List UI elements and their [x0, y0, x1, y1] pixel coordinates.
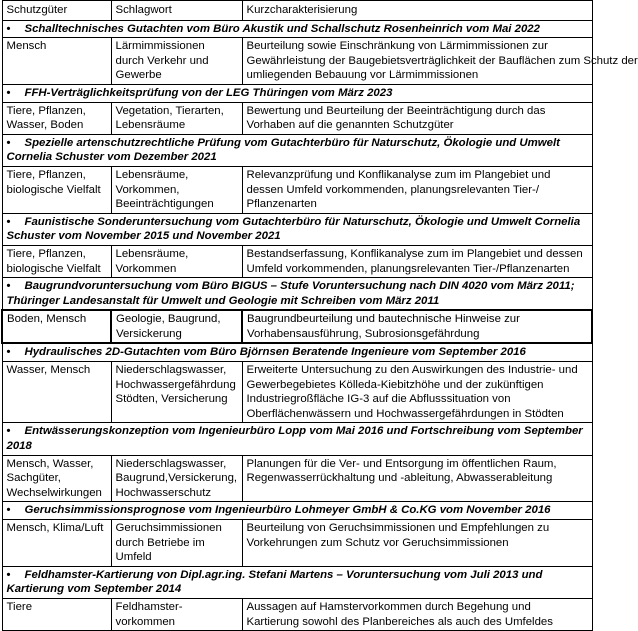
- cell-text-line: Beurteilung sowie Einschränkung von Lärmimmissionen zur: [246, 40, 548, 53]
- section-title: FFH-Verträglichkeitsprüfung von der LEG Thüringen vom März 2023: [24, 86, 393, 99]
- cell-text-line: Industriegroßfläche IG-3 auf die Abflusssituation von: [246, 393, 511, 406]
- schlagwort-cell: [111, 455, 242, 502]
- cell-text-line: Aussagen auf Hamstervorkommen durch Begehung und: [246, 600, 531, 613]
- cell-text-line: Geologie, Baugrund,: [116, 313, 221, 326]
- schlagwort-cell: [111, 362, 242, 423]
- cell-text-line: Tiere, Pflanzen,: [6, 168, 86, 181]
- section-title-cell: [2, 20, 592, 38]
- section-title-cell: [2, 134, 592, 166]
- schlagwort-cell: [111, 102, 242, 134]
- cell-text-line: Oberflächenwässern und Hochwassergefährdungen in Stödten: [246, 407, 564, 420]
- bullet-icon: •: [6, 568, 11, 581]
- cell-text-line: Umfeld vorkommenden, planungsrelevanten Tier-/Pflanzenarten: [246, 262, 570, 275]
- schutzgueter-cell: [2, 455, 111, 502]
- schlagwort-cell: [111, 598, 242, 630]
- cell-text-line: Baugrundbeurteilung und bautechnische Hinweise zur: [247, 313, 520, 326]
- table-body: [2, 20, 638, 631]
- section-title-cell: [2, 566, 592, 598]
- cell-text-line: Hochwassergefährdung: [115, 378, 236, 391]
- section-row: [2, 502, 592, 520]
- section-title: Geruchsimmissionsprognose vom Ingenieurbüro Lohmeyer GmbH & Co.KG vom November 2016: [24, 504, 551, 517]
- cell-text-line: Umfeld: [115, 551, 152, 564]
- kurzcharakterisierung-cell: [242, 455, 592, 502]
- cell-text-line: Boden, Mensch: [7, 313, 87, 326]
- kurzcharakterisierung-cell: [242, 245, 592, 277]
- table-row: [2, 455, 592, 502]
- kurzcharakterisierung-cell: [242, 310, 592, 343]
- cell-text-line: Feldhamster-: [115, 600, 183, 613]
- cell-text-line: Mensch: [6, 40, 47, 53]
- kurzcharakterisierung-cell: [242, 102, 592, 134]
- kurzcharakterisierung-cell: [242, 520, 592, 567]
- cell-text-line: Niederschlagswasser,: [115, 457, 227, 470]
- section-row: [2, 278, 592, 311]
- cell-text-line: Bewertung und Beurteilung der Beeinträchtigung durch das: [246, 104, 546, 117]
- cell-text-line: Lebensräume,: [115, 247, 189, 260]
- cell-text-line: Relevanzprüfung und Konflikanalyse zum im Plangebiet und: [246, 168, 551, 181]
- cell-text-line: Vorkehrungen zum Schutz vor Geruchsimmissionen: [246, 536, 509, 549]
- cell-text-line: Baugrund,Versickerung,: [115, 472, 238, 485]
- schlagwort-cell: [111, 520, 242, 567]
- cell-text-line: Lebensräume,: [115, 168, 189, 181]
- schutzgueter-cell: [2, 38, 111, 85]
- cell-text-line: Niederschlagswasser,: [115, 364, 227, 377]
- cell-text-line: Vorkommen,: [115, 183, 180, 196]
- cell-text-line: Gewerbegebietes Kölleda-Kiebitzhöhe und der zukünftigen: [246, 378, 544, 391]
- cell-text-line: durch Betriebe im: [115, 536, 205, 549]
- cell-text-line: Beurteilung von Geruchsimmissionen und Empfehlungen zu: [246, 522, 550, 534]
- bullet-icon: •: [6, 86, 11, 99]
- cell-text-line: Stödten, Versicherung: [115, 393, 228, 406]
- cell-text-line: Gewährleistung der Baugebietsverträglichkeit der Bauflächen zum Schutz der: [246, 54, 638, 67]
- kurzcharakterisierung-cell: [242, 362, 592, 423]
- cell-text-line: Pflanzenarten: [246, 198, 317, 211]
- schlagwort-cell: [111, 166, 242, 213]
- cell-text-line: Vegetation, Tierarten,: [115, 104, 224, 117]
- bullet-icon: •: [6, 504, 11, 517]
- cell-text-line: Hochwasserschutz: [115, 486, 212, 499]
- table-row: [2, 598, 592, 630]
- cell-text-line: biologische Vielfalt: [6, 262, 101, 275]
- schutzgueter-cell: [2, 598, 111, 630]
- section-title-cell: [2, 343, 592, 361]
- schlagwort-cell: [111, 38, 242, 85]
- cell-text-line: Wechselwirkungen: [6, 486, 102, 499]
- bullet-icon: •: [6, 22, 11, 35]
- cell-text-line: Vorkommen: [115, 262, 177, 275]
- cell-text-line: Lärmimmissionen: [115, 40, 205, 53]
- kurzcharakterisierung-cell: [242, 598, 592, 630]
- kurzcharakterisierung-cell: [242, 166, 592, 213]
- section-title: Feldhamster-Kartierung von Dipl.agr.ing. Stefani Martens – Voruntersuchung vom Juli 2013 und Kartierung vom September 2014: [6, 568, 543, 596]
- cell-text-line: Vorhaben auf die genannten Schutzgüter: [246, 119, 454, 132]
- section-title-cell: [2, 423, 592, 455]
- section-title: Hydraulisches 2D-Gutachten vom Büro Björnsen Beratende Ingenieure vom September 2016: [24, 346, 526, 359]
- table-row: [2, 520, 592, 567]
- schutzgueter-cell: [2, 310, 111, 343]
- cell-text-line: Lebensräume: [115, 119, 186, 132]
- table-header-row: [2, 1, 592, 21]
- section-row: [2, 84, 592, 102]
- section-row: [2, 566, 592, 598]
- section-title-cell: [2, 502, 592, 520]
- cell-text-line: Beeinträchtigungen: [115, 198, 214, 211]
- table-row: [2, 38, 592, 85]
- cell-text-line: Wasser, Boden: [6, 119, 84, 132]
- cell-text-line: Regenwasserrückhaltung und -ableitung, Abwasserableitung: [246, 472, 553, 485]
- cell-text-line: vorkommen: [115, 615, 176, 628]
- cell-text-line: Versickerung: [116, 327, 182, 340]
- cell-text-line: Gewerbe: [115, 69, 162, 82]
- section-title: Spezielle artenschutzrechtliche Prüfung vom Gutachterbüro für Naturschutz, Ökologie und Umwelt Cornelia Schuster vom Dezember 2021: [6, 136, 560, 164]
- bullet-icon: •: [6, 136, 11, 149]
- section-title: Schalltechnisches Gutachten vom Büro Akustik und Schallschutz Rosenheinrich vom Mai 2022: [24, 22, 540, 35]
- section-row: [2, 213, 592, 245]
- cell-text-line: dessen Umfeld vorkommenden, planungsrelevanten Tier-/: [246, 183, 540, 196]
- section-row: [2, 20, 592, 38]
- schutzgueter-cell: [2, 102, 111, 134]
- schutzgueter-cell: [2, 362, 111, 423]
- table-row: [2, 362, 592, 423]
- cell-text-line: Tiere: [6, 600, 33, 613]
- cell-text-line: Wasser, Mensch: [6, 364, 91, 377]
- section-title: Faunistische Sonderuntersuchung vom Gutachterbüro für Naturschutz, Ökologie und Umwelt Cornelia Schuster vom November 2015 und November 2021: [6, 215, 581, 243]
- section-row: [2, 423, 592, 455]
- cell-text-line: umliegenden Bebauung vor Lärmimmissionen: [246, 69, 479, 82]
- schutzgueter-cell: [2, 166, 111, 213]
- header-kurzcharakterisierung: Kurzcharakterisierung: [242, 1, 592, 21]
- table-row: [2, 245, 592, 277]
- cell-text-line: Sachgüter,: [6, 472, 61, 485]
- section-row: [2, 343, 592, 361]
- schutzgueter-cell: [2, 245, 111, 277]
- table-row: [2, 102, 592, 134]
- cell-text-line: Bestandserfassung, Konflikanalyse zum im Plangebiet und dessen: [246, 247, 583, 260]
- cell-text-line: Mensch, Klima/Luft: [6, 522, 104, 534]
- section-title-cell: [2, 213, 592, 245]
- bullet-icon: •: [6, 425, 11, 438]
- cell-text-line: Planungen für die Ver- und Entsorgung im öffentlichen Raum,: [246, 457, 557, 470]
- section-title-cell: [2, 84, 592, 102]
- cell-text-line: Geruchsimmissionen: [115, 522, 222, 534]
- cell-text-line: Mensch, Wasser,: [6, 457, 94, 470]
- report-table: [1, 0, 638, 631]
- kurzcharakterisierung-cell: [242, 38, 638, 85]
- section-title-cell: [2, 278, 592, 311]
- table-row: [2, 166, 592, 213]
- table-row: [2, 310, 592, 343]
- cell-text-line: Vorhabensausführung, Subrosionsgefährdung: [247, 327, 480, 340]
- bullet-icon: •: [6, 215, 11, 228]
- schlagwort-cell: [111, 245, 242, 277]
- section-title: Entwässerungskonzeption vom Ingenieurbüro Lopp vom Mai 2016 und Fortschreibung vom September 2018: [6, 425, 583, 453]
- section-row: [2, 134, 592, 166]
- schutzgueter-cell: [2, 520, 111, 567]
- header-schlagwort: Schlagwort: [111, 1, 242, 21]
- bullet-icon: •: [6, 346, 11, 359]
- cell-text-line: Tiere, Pflanzen,: [6, 247, 86, 260]
- cell-text-line: Erweiterte Untersuchung zu den Auswirkungen des Industrie- und: [246, 364, 578, 377]
- cell-text-line: Kartierung sowohl des Planbereiches als auch des Umfeldes: [246, 615, 553, 628]
- section-title: Baugrundvoruntersuchung vom Büro BIGUS – Stufe Voruntersuchung nach DIN 4020 vom März 2011; Thüringer Landesanstalt für Umwelt und Geologie mit Schreiben vom März 2011: [6, 280, 575, 307]
- schlagwort-cell: [111, 310, 242, 343]
- cell-text-line: durch Verkehr und: [115, 54, 209, 67]
- bullet-icon: •: [6, 280, 11, 293]
- cell-text-line: biologische Vielfalt: [6, 183, 101, 196]
- header-schutzgueter: Schutzgüter: [2, 1, 111, 21]
- cell-text-line: Tiere, Pflanzen,: [6, 104, 86, 117]
